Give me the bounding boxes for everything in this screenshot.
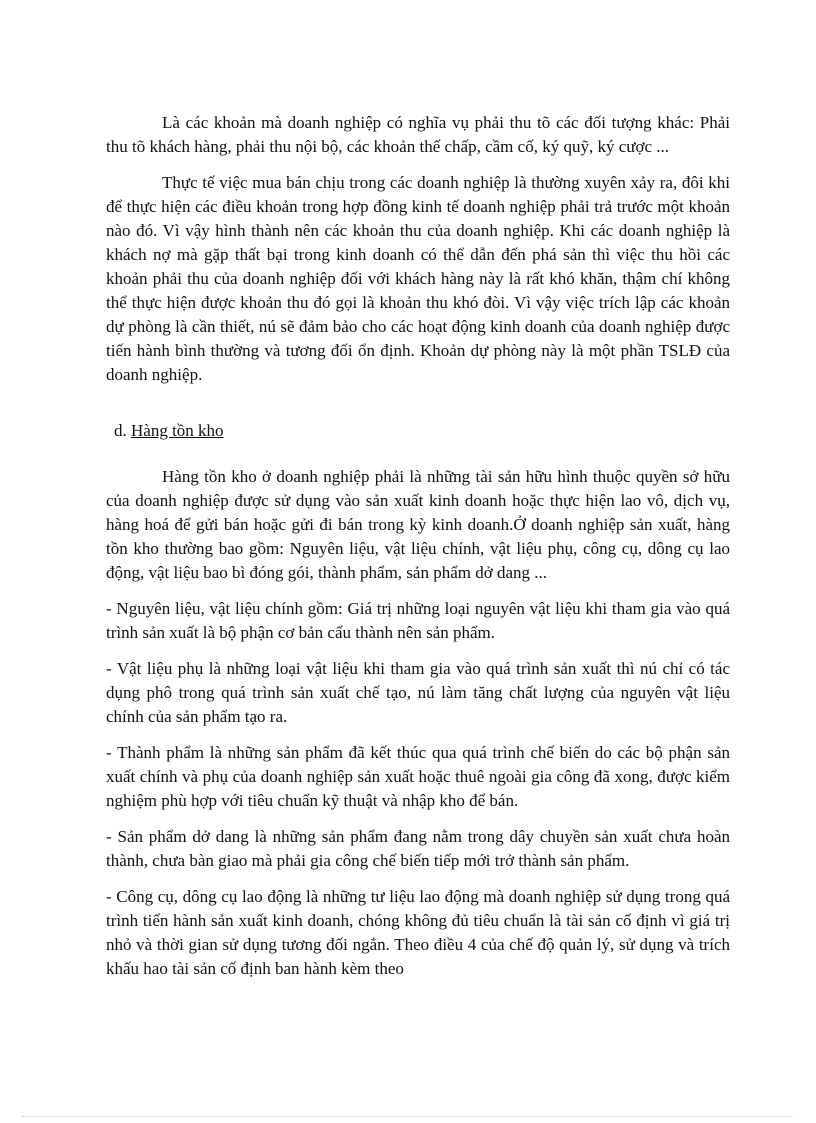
paragraph-spacer xyxy=(106,645,730,657)
list-item-tools: - Công cụ, dông cụ lao động là những tư liệu lao động mà doanh nghiệp sử dụng trong quá trình tiến hành sản xuất kinh doanh, chóng không đủ tiêu chuẩn là tài sản cố định vì giá trị nhỏ và thời gian sử dụng tương đối ngắn. Theo điều 4 của chế độ quản lý, sử dụng và trích khấu hao tài sản cố định ban hành kèm theo xyxy=(106,887,730,978)
paragraph-credit-sales: Thực tế việc mua bán chịu trong các doanh nghiệp là thường xuyên xảy ra, đôi khi để thực hiện các điều khoản trong hợp đồng kinh tế doanh nghiệp phải trả trước một khoản nào đó. Vì vậy hình thành nên các khoản thu của doanh nghiệp. Khi các doanh nghiệp là khách nợ mà gặp thất bại trong kinh doanh có thể dẫn đến phá sản thì việc thu hồi các khoản phải thu của doanh nghiệp đối với khách hàng này là rất khó khăn, thậm chí không thể thực hiện được khoản thu đó gọi là khoản thu khó đòi. Vì vậy việc trích lập các khoản dự phòng là cần thiết, nú sẽ đảm bảo cho các hoạt động kinh doanh của doanh nghiệp được tiến hành bình thường và tương đối ổn định. Khoản dự phòng này là một phần TSLĐ của doanh nghiệp. xyxy=(106,173,730,384)
paragraph-inventory-definition: Hàng tồn kho ở doanh nghiệp phải là những tài sản hữu hình thuộc quyền sở hữu của doanh nghiệp được sử dụng vào sản xuất kinh doanh hoặc thực hiện lao vô, dịch vụ, hàng hoá để gửi bán hoặc gửi đi bán trong kỳ kinh doanh.Ở doanh nghiệp sản xuất, hàng tồn kho thường bao gồm: Nguyên liệu, vật liệu chính, vật liệu phụ, công cụ, dông cụ lao động, vật liệu bao bì đóng gói, thành phẩm, sản phẩm dở dang ... xyxy=(106,467,730,582)
paragraph-spacer xyxy=(106,159,730,171)
page-bottom-rule xyxy=(22,1116,794,1117)
paragraph-spacer xyxy=(106,585,730,597)
paragraph-receivables-definition: Là các khoản mà doanh nghiệp có nghĩa vụ phải thu tõ các đối tượng khác: Phải thu tõ khách hàng, phải thu nội bộ, các khoản thế chấp, cầm cố, ký quỹ, ký cược ... xyxy=(106,113,730,156)
list-item-auxiliary-materials: - Vật liệu phụ là những loại vật liệu khi tham gia vào quá trình sản xuất thì nú chỉ có tác dụng phô trong quá trình sản xuất chế tạo, nú làm tăng chất lượng của nguyên vật liệu chính của sản phẩm tạo ra. xyxy=(106,659,730,726)
paragraph-spacer xyxy=(106,813,730,825)
document-body xyxy=(106,111,730,981)
section-heading-inventory xyxy=(106,419,730,443)
list-item-work-in-progress: - Sản phẩm dở dang là những sản phẩm đang nằm trong dây chuyền sản xuất chưa hoàn thành, chưa bàn giao mà phải gia công chế biến tiếp mới trở thành sản phẩm. xyxy=(106,827,730,870)
paragraph-spacer xyxy=(106,387,730,419)
list-item-finished-goods: - Thành phẩm là những sản phẩm đã kết thúc qua quá trình chế biến do các bộ phận sản xuất chính và phụ của doanh nghiệp sản xuất hoặc thuê ngoài gia công đã xong, được kiểm nghiệm phù hợp với tiêu chuẩn kỹ thuật và nhập kho để bán. xyxy=(106,743,730,810)
section-heading-title: Hàng tồn kho xyxy=(131,421,224,440)
paragraph-spacer xyxy=(106,443,730,465)
paragraph-spacer xyxy=(106,873,730,885)
paragraph-spacer xyxy=(106,729,730,741)
section-heading-prefix: d. xyxy=(114,421,127,440)
list-item-main-materials: - Nguyên liệu, vật liệu chính gồm: Giá trị những loại nguyên vật liệu khi tham gia vào quá trình sản xuất là bộ phận cơ bản cấu thành nên sản phẩm. xyxy=(106,599,730,642)
